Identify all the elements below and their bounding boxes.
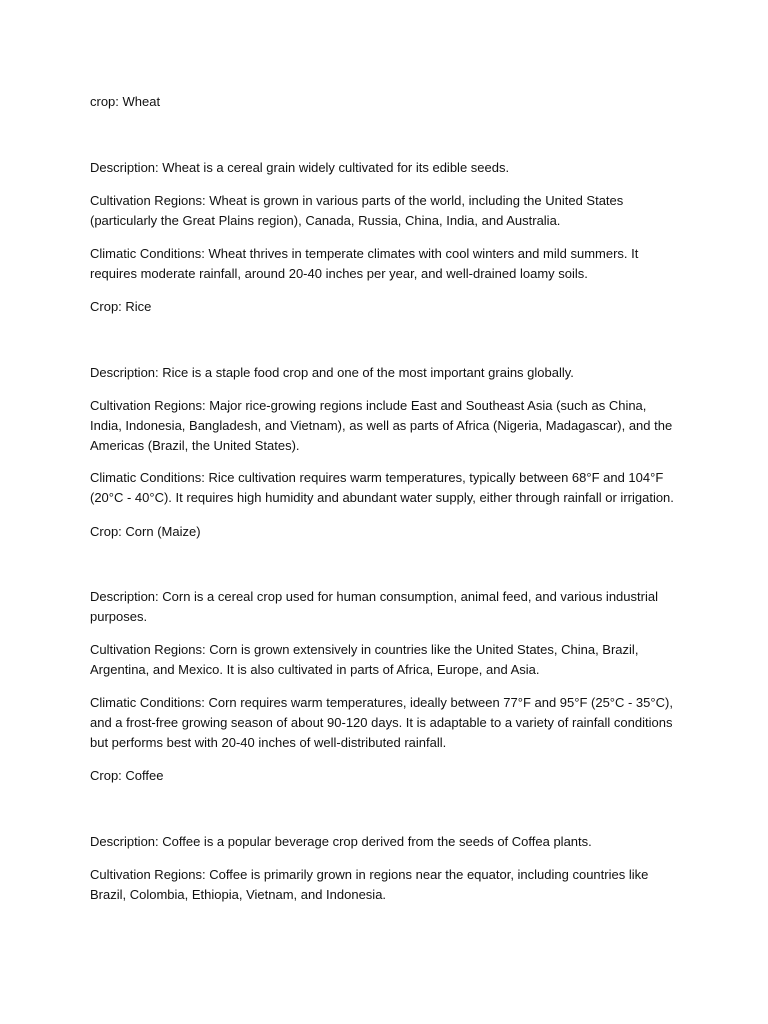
rice-description: Description: Rice is a staple food crop and one of the most important grains globally. — [90, 365, 574, 380]
coffee-description: Description: Coffee is a popular beverage crop derived from the seeds of Coffea plants. — [90, 834, 592, 849]
wheat-description: Description: Wheat is a cereal grain widely cultivated for its edible seeds. — [90, 160, 510, 175]
corn-description: Description: Corn is a cereal crop used for human consumption, animal feed, and various industrial purposes. — [90, 589, 658, 624]
corn-climatic-conditions: Climatic Conditions: Corn requires warm temperatures, ideally between 77°F and 95°F (25°C - 35°C), and a frost-free growing season of about 90-120 days. It is adaptable to a variety of rainfall conditions but performs best with 20-40 inches of well-distributed rainfall. — [90, 695, 673, 750]
rice-climatic-conditions: Climatic Conditions: Rice cultivation requires warm temperatures, typically between 68°F and 104°F (20°C - 40°C). It requires high humidity and abundant water supply, either through rainfall or irrigation. — [90, 470, 674, 505]
coffee-cultivation-regions: Cultivation Regions: Coffee is primarily grown in regions near the equator, including countries like Brazil, Colombia, Ethiopia, Vietnam, and Indonesia. — [90, 867, 649, 902]
wheat-climatic-conditions: Climatic Conditions: Wheat thrives in temperate climates with cool winters and mild summers. It requires moderate rainfall, around 20-40 inches per year, and well-drained loamy soils. — [90, 246, 639, 281]
crop-heading-rice: Crop: Rice — [90, 299, 152, 314]
rice-cultivation-regions: Cultivation Regions: Major rice-growing regions include East and Southeast Asia (such as China, India, Indonesia, Bangladesh, and Vietnam), as well as parts of Africa (Nigeria, Madagascar), and the Americas (Brazil, the United States). — [90, 398, 673, 453]
corn-cultivation-regions: Cultivation Regions: Corn is grown extensively in countries like the United States, China, Brazil, Argentina, and Mexico. It is also cultivated in parts of Africa, Europe, and Asia. — [90, 642, 639, 677]
wheat-cultivation-regions: Cultivation Regions: Wheat is grown in various parts of the world, including the United States (particularly the Great Plains region), Canada, Russia, China, India, and Australia. — [90, 193, 624, 228]
crop-heading-corn: Crop: Corn (Maize) — [90, 524, 201, 539]
crop-heading-coffee: Crop: Coffee — [90, 768, 164, 783]
crop-heading-wheat: crop: Wheat — [90, 94, 161, 109]
